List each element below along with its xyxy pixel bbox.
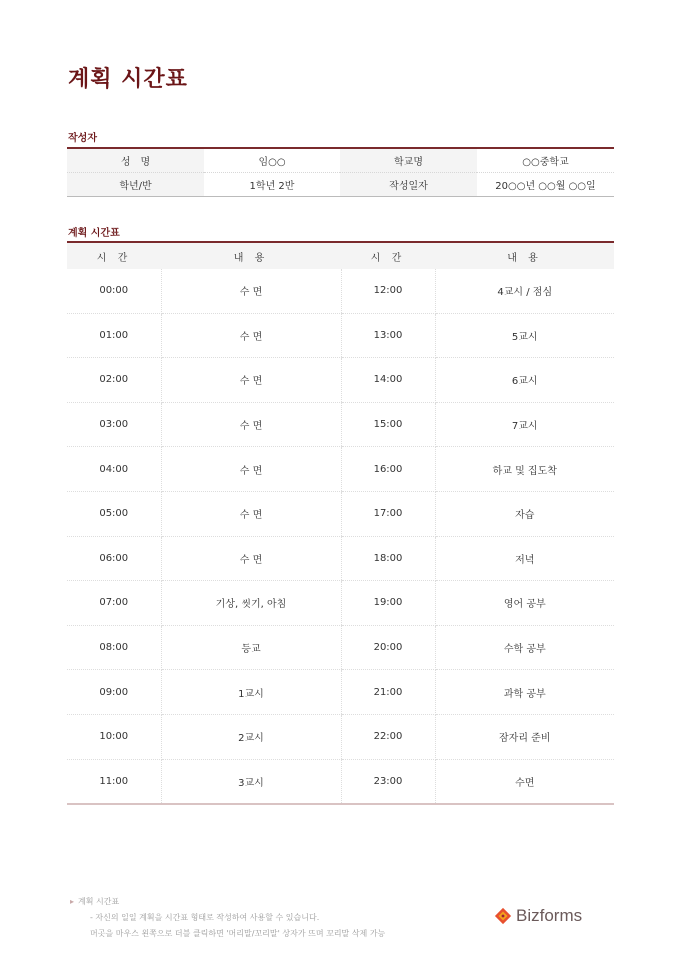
grade-class-value: 1학년 2반 (249, 181, 295, 192)
time-cell: 01:00 (67, 313, 161, 358)
content-cell: 1교시 (161, 670, 341, 715)
schedule-table (67, 241, 614, 805)
schedule-row (67, 670, 614, 715)
footer-line-2: 머곳을 마우스 왼쪽으로 더블 클릭하면 '머리말/꼬리말' 상자가 뜨며 꼬리말 삭제 가능 (90, 929, 386, 938)
content-header: 내 용 (435, 242, 614, 269)
schedule-header-row (67, 242, 614, 269)
grade-class-label: 학년/반 (67, 173, 204, 197)
bizforms-logo (494, 906, 582, 926)
school-label: 학교명 (340, 148, 477, 173)
content-cell: 등교 (161, 625, 341, 670)
content-cell: 영어 공부 (435, 581, 614, 626)
content-cell: 수 면 (161, 358, 341, 403)
footer-title: 계획 시간표 (78, 897, 120, 906)
content-cell: 수 면 (161, 491, 341, 536)
schedule-row (67, 759, 614, 804)
footer-note (70, 894, 385, 942)
schedule-row (67, 313, 614, 358)
content-cell: 수 면 (161, 313, 341, 358)
schedule-section-label: 계획 시간표 (68, 228, 120, 239)
time-cell: 00:00 (67, 269, 161, 313)
content-cell: 7교시 (435, 402, 614, 447)
content-cell: 수 면 (161, 536, 341, 581)
time-cell: 07:00 (67, 581, 161, 626)
date-value: 20○○년 ○○월 ○○일 (495, 181, 596, 192)
schedule-row (67, 581, 614, 626)
time-cell: 22:00 (341, 714, 435, 759)
triangle-bullet-icon: ▸ (70, 897, 75, 906)
content-cell: 수 면 (161, 269, 341, 313)
time-cell: 15:00 (341, 402, 435, 447)
content-cell: 5교시 (435, 313, 614, 358)
author-table (67, 147, 614, 197)
document-title: 계획 시간표 (68, 67, 188, 92)
logo-text: Bizforms (516, 906, 583, 925)
time-cell: 23:00 (341, 759, 435, 804)
author-section-label: 작성자 (68, 133, 97, 144)
content-cell: 수 면 (161, 447, 341, 492)
time-cell: 13:00 (341, 313, 435, 358)
schedule-row (67, 402, 614, 447)
time-cell: 09:00 (67, 670, 161, 715)
author-row (67, 173, 614, 197)
content-cell: 수면 (515, 777, 535, 789)
time-cell: 11:00 (67, 759, 161, 804)
content-cell: 4교시 / 점심 (435, 269, 614, 313)
bizforms-logo-icon (494, 907, 512, 925)
time-cell: 20:00 (341, 625, 435, 670)
content-cell: 2교시 (161, 714, 341, 759)
content-cell: 하교 및 집도착 (435, 447, 614, 492)
schedule-row (67, 491, 614, 536)
schedule-row (67, 625, 614, 670)
content-cell: 잠자리 준비 (435, 714, 614, 759)
time-cell: 12:00 (341, 269, 435, 313)
school-value: ○○중학교 (477, 148, 614, 173)
content-cell: 수 면 (161, 402, 341, 447)
schedule-row (67, 714, 614, 759)
content-cell: 3교시 (238, 777, 264, 789)
time-header: 시 간 (67, 242, 161, 269)
author-row (67, 148, 614, 173)
schedule-body (67, 269, 614, 804)
time-cell: 04:00 (67, 447, 161, 492)
schedule-row (67, 269, 614, 313)
content-cell: 6교시 (435, 358, 614, 403)
time-header: 시 간 (341, 242, 435, 269)
schedule-row (67, 358, 614, 403)
time-cell: 21:00 (341, 670, 435, 715)
time-cell: 03:00 (67, 402, 161, 447)
date-label: 작성일자 (340, 173, 477, 197)
content-cell: 수학 공부 (435, 625, 614, 670)
content-cell: 기상, 씻기, 아침 (161, 581, 341, 626)
time-cell: 10:00 (67, 714, 161, 759)
footer-line-1: - 자신의 일일 계획을 시간표 형태로 작성하여 사용할 수 있습니다. (90, 913, 320, 922)
time-cell: 14:00 (341, 358, 435, 403)
schedule-row (67, 536, 614, 581)
time-cell: 05:00 (67, 491, 161, 536)
name-label: 성 명 (67, 148, 204, 173)
time-cell: 08:00 (67, 625, 161, 670)
content-cell: 자습 (435, 491, 614, 536)
time-cell: 18:00 (341, 536, 435, 581)
schedule-row (67, 447, 614, 492)
time-cell: 02:00 (67, 358, 161, 403)
content-cell: 과학 공부 (435, 670, 614, 715)
time-cell: 16:00 (341, 447, 435, 492)
content-header: 내 용 (161, 242, 341, 269)
time-cell: 19:00 (341, 581, 435, 626)
time-cell: 17:00 (341, 491, 435, 536)
name-value: 임○○ (204, 148, 340, 173)
time-cell: 06:00 (67, 536, 161, 581)
content-cell: 저녁 (435, 536, 614, 581)
